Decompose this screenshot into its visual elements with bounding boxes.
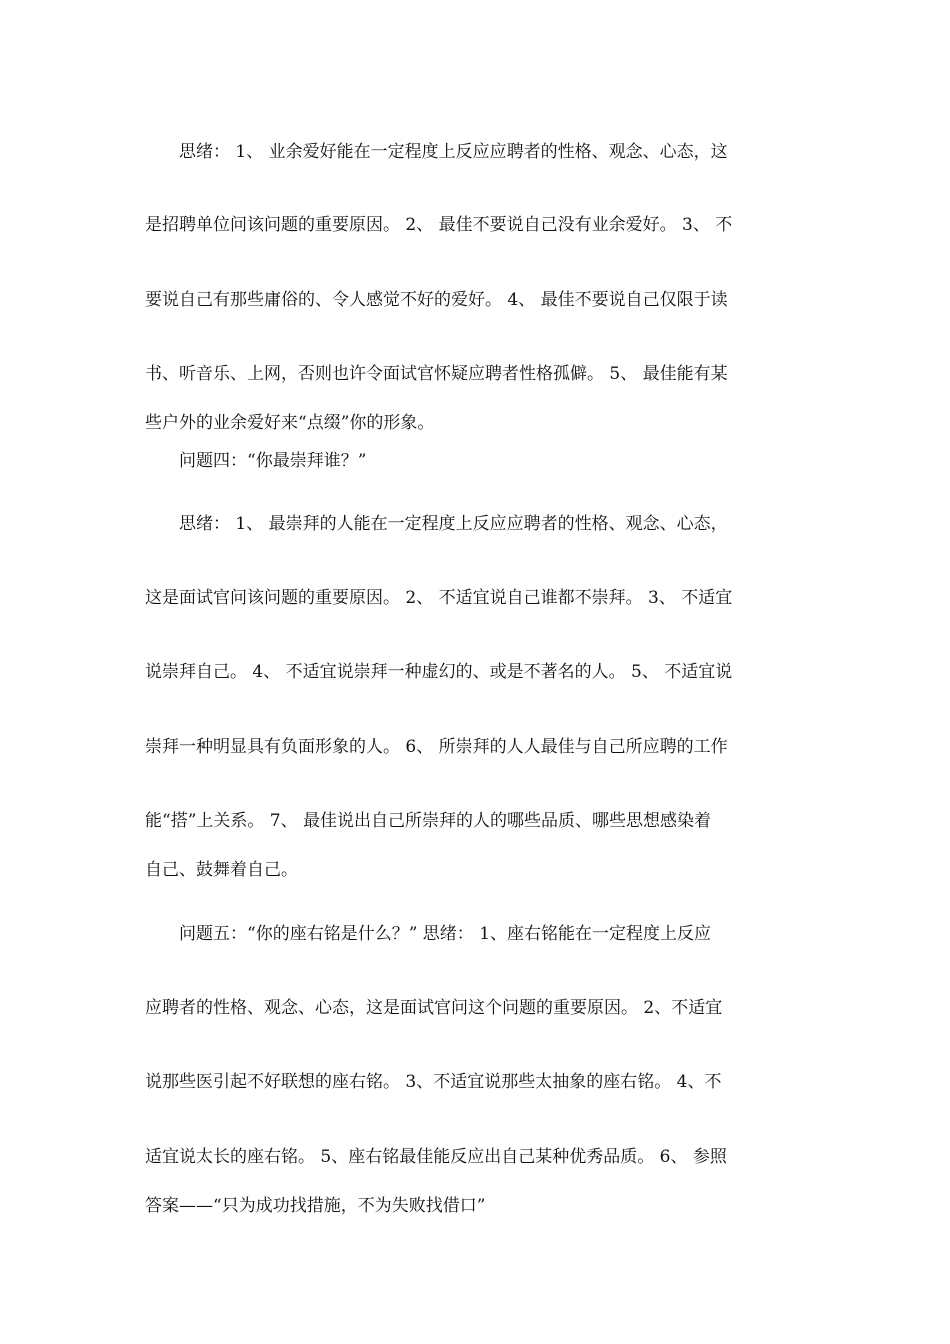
text-line: 思绪： 1、 最崇拜的人能在一定程度上反应应聘者的性格、观念、心态， bbox=[145, 514, 728, 534]
text-line: 些户外的业余爱好来“点缀”你的形象。 bbox=[145, 413, 435, 433]
text-line: 是招聘单位问该问题的重要原因。 2、 最佳不要说自己没有业余爱好。 3、 不 bbox=[145, 215, 733, 235]
text-line: 说崇拜自己。 4、 不适宜说崇拜一种虚幻的、或是不著名的人。 5、 不适宜说 bbox=[145, 662, 733, 682]
text-line: 书、听音乐、上网，否则也许令面试官怀疑应聘者性格孤僻。 5、 最佳能有某 bbox=[145, 364, 728, 384]
text-line: 自己、鼓舞着自己。 bbox=[145, 860, 298, 880]
text-line: 这是面试官问该问题的重要原因。 2、 不适宜说自己谁都不崇拜。 3、 不适宜 bbox=[145, 588, 733, 608]
text-line: 适宜说太长的座右铭。 5、座右铭最佳能反应出自己某种优秀品质。 6、 参照 bbox=[145, 1147, 727, 1167]
text-line: 说那些医引起不好联想的座右铭。 3、不适宜说那些太抽象的座右铭。 4、不 bbox=[145, 1072, 722, 1092]
text-line: 问题四：“你最崇拜谁？” bbox=[145, 451, 367, 471]
text-line: 应聘者的性格、观念、心态，这是面试官问这个问题的重要原因。 2、不适宜 bbox=[145, 998, 723, 1018]
text-line: 要说自己有那些庸俗的、令人感觉不好的爱好。 4、 最佳不要说自己仅限于读 bbox=[145, 290, 728, 310]
text-line: 崇拜一种明显具有负面形象的人。 6、 所崇拜的人人最佳与自己所应聘的工作 bbox=[145, 737, 728, 757]
text-line: 答案——“只为成功找措施，不为失败找借口” bbox=[145, 1196, 486, 1216]
text-line: 问题五：“你的座右铭是什么？” 思绪： 1、座右铭能在一定程度上反应 bbox=[145, 924, 712, 944]
text-line: 思绪： 1、 业余爱好能在一定程度上反应应聘者的性格、观念、心态，这 bbox=[145, 142, 728, 162]
text-line: 能“搭”上关系。 7、 最佳说出自己所崇拜的人的哪些品质、哪些思想感染着 bbox=[145, 811, 712, 831]
